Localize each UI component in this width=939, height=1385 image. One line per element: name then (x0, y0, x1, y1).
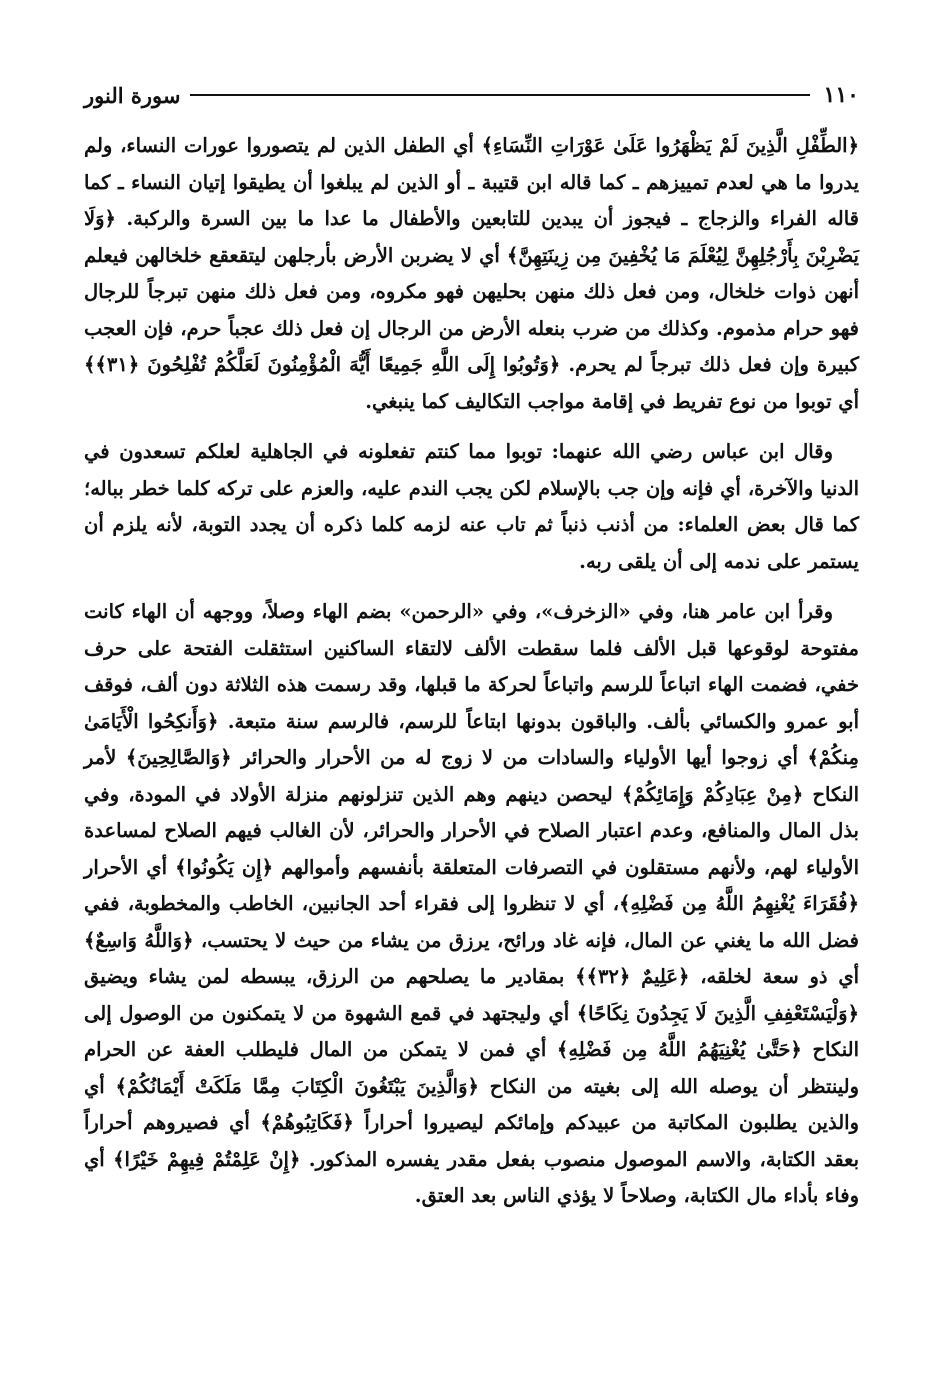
running-header (84, 82, 859, 108)
paragraph-1: ﴿الطِّفْلِ الَّذِينَ لَمْ يَظْهَرُوا عَلَىٰ عَوْرَاتِ النِّسَاءِ﴾ أي الطفل الذين لم يتصوروا عورات النساء، ولم يدروا ما هي لعدم تمييزهم ـ كما قاله ابن قتيبة ـ أو الذين لم يبلغوا أن يطيقوا إتيان النساء ـ كما قاله الفراء والزجاج ـ فيجوز أن يبدين للتابعين والأطفال ما عدا ما بين السرة والركبة. ﴿وَلَا يَضْرِبْنَ بِأَرْجُلِهِنَّ لِيُعْلَمَ مَا يُخْفِينَ مِن زِينَتِهِنَّ﴾ أي لا يضربن الأرض بأرجلهن ليتقعقع خلخالهن فيعلم أنهن ذوات خلخال، ومن فعل ذلك منهن بحليهن فهو مكروه، ومن فعل ذلك منهن تبرجاً للرجال فهو حرام مذموم. وكذلك من ضرب بنعله الأرض من الرجال إن فعل ذلك عجباً حرم، فإن العجب كبيرة وإن فعل ذلك تبرجاً لم يحرم. ﴿وَتُوبُوا إِلَى اللَّهِ جَمِيعًا أَيُّهَ الْمُؤْمِنُونَ لَعَلَّكُمْ تُفْلِحُونَ ﴿٣١﴾﴾ أي توبوا من نوع تفريط في إقامة مواجب التكاليف كما ينبغي. (84, 134, 859, 413)
body-text (84, 128, 859, 1221)
header-rule (190, 94, 809, 96)
page-number: ١١٠ (823, 82, 859, 108)
paragraph-2: وقال ابن عباس رضي الله عنهما: توبوا مما كنتم تفعلونه في الجاهلية لعلكم تسعدون في الدنيا والآخرة، أي فإنه وإن جب بالإسلام لكن يجب الندم عليه، والعزم على تركه كلما خطر بباله؛ كما قال بعض العلماء: من أذنب ذنباً ثم تاب عنه لزمه كلما ذكره أن يجدد التوبة، لأنه يلزم أن يستمر على ندمه إلى أن يلقى ربه. (84, 440, 859, 573)
surah-title: سورة النور (84, 82, 181, 108)
paragraph-3: وقرأ ابن عامر هنا، وفي «الزخرف»، وفي «الرحمن» بضم الهاء وصلاً، ووجهه أن الهاء كانت مفتوحة لوقوعها قبل الألف فلما سقطت الألف لالتقاء الساكنين استثقلت الفتحة على حرف خفي، فضمت الهاء اتباعاً للرسم واتباعاً لحركة ما قبلها، وقد رسمت هذه الثلاثة دون ألف، فوقف أبو عمرو والكسائي بألف. والباقون بدونها ابتاعاً للرسم، فالرسم سنة متبعة. ﴿وَأَنكِحُوا الْأَيَامَىٰ مِنكُمْ﴾ أي زوجوا أيها الأولياء والسادات من لا زوج له من الأحرار والحرائر ﴿وَالصَّالِحِينَ﴾ لأمر النكاح ﴿مِنْ عِبَادِكُمْ وَإِمَائِكُمْ﴾ ليحصن دينهم وهم الذين تنزلونهم منزلة الأولاد في المودة، وفي بذل المال والمنافع، وعدم اعتبار الصلاح في الأحرار والحرائر، لأن الغالب فيهم الصلاح لمساعدة الأولياء لهم، ولأنهم مستقلون في التصرفات المتعلقة بأنفسهم وأموالهم ﴿إِن يَكُونُوا﴾ أي الأحرار ﴿فُقَرَاءَ يُغْنِهِمُ اللَّهُ مِن فَضْلِهِ﴾، أي لا تنظروا إلى فقراء أحد الجانبين، الخاطب والمخطوبة، ففي فضل الله ما يغني عن المال، فإنه غاد ورائح، يرزق من يشاء من حيث لا يحتسب، ﴿وَاللَّهُ وَاسِعٌ﴾ أي ذو سعة لخلقه، ﴿عَلِيمٌ ﴿٣٢﴾﴾ بمقادير ما يصلحهم من الرزق، يبسطه لمن يشاء ويضيق ﴿وَلْيَسْتَعْفِفِ الَّذِينَ لَا يَجِدُونَ نِكَاحًا﴾ أي وليجتهد في قمع الشهوة من لا يتمكنون من الوصول إلى النكاح ﴿حَتَّىٰ يُغْنِيَهُمُ اللَّهُ مِن فَضْلِهِ﴾ أي فمن لا يتمكن من المال فليطلب العفة عن الحرام ولينتظر أن يوصله الله إلى بغيته من النكاح ﴿وَالَّذِينَ يَبْتَغُونَ الْكِتَابَ مِمَّا مَلَكَتْ أَيْمَانُكُمْ﴾ أي والذين يطلبون المكاتبة من عبيدكم وإمائكم ليصيروا أحراراً ﴿فَكَاتِبُوهُمْ﴾ أي فصيروهم أحراراً بعقد الكتابة، والاسم الموصول منصوب بفعل مقدر يفسره المذكور. ﴿إِنْ عَلِمْتُمْ فِيهِمْ خَيْرًا﴾ أي وفاء بأداء مال الكتابة، وصلاحاً لا يؤذي الناس بعد العتق. (84, 600, 860, 1207)
